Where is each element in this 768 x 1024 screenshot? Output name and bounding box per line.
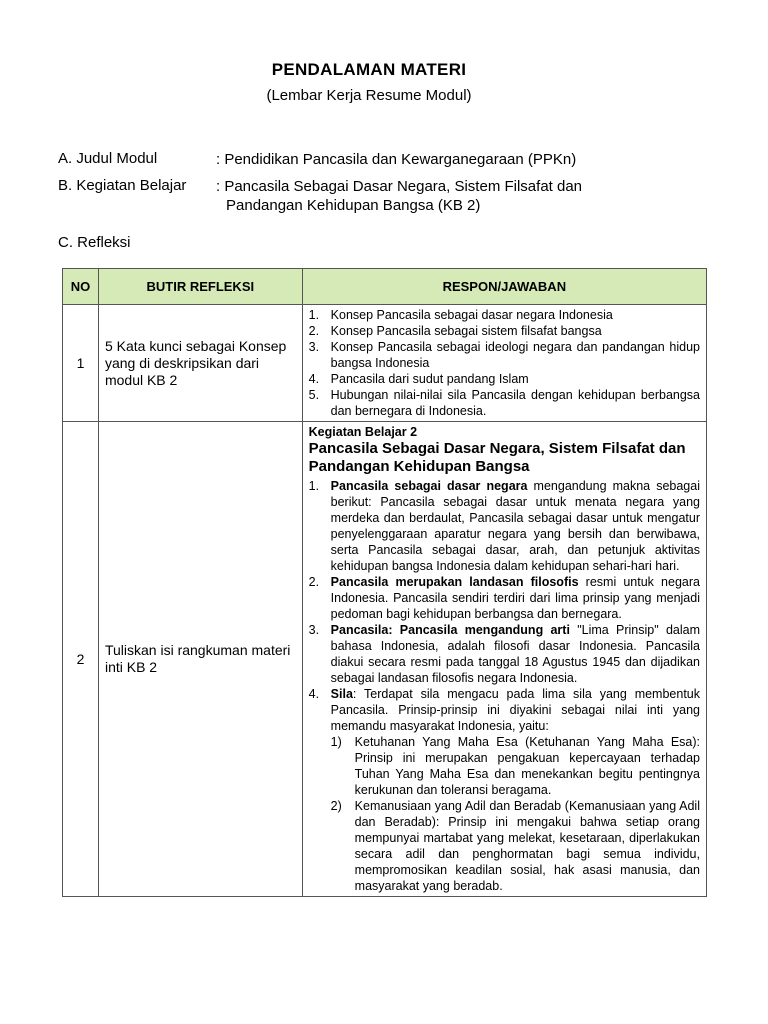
page-subtitle: (Lembar Kerja Resume Modul)	[266, 87, 472, 104]
kb-title: Pancasila Sebagai Dasar Negara, Sistem Filsafat dan Pandangan Kehidupan Bangsa	[308, 440, 686, 475]
table-row	[63, 305, 707, 422]
list-item: 4. Sila: Terdapat sila mengacu pada lima sila yang membentuk Pancasila. Prinsip-prinsip ini diyakini sebagai nilai inti yang memandu masyarakat Indonesia, yaitu: 1) Ketuhanan Yang Maha Esa (Ketuhanan Yang Maha Esa): Prinsip ini merupakan pengakuan kepercayaan terhadap Tuhan Yang Maha Esa dan menekankan begitu pentingnya kerukunan dan toleransi beragama. 2) Kemanusiaan yang Adil dan Beradab (Kemanusiaan yang Adil dan Beradab): Prinsip ini mengakui bahwa setiap orang mempunyai martabat yang melekat, kesetaraan, diperlakukan secara adil dan penghormatan bagi semua individu, mempromosikan keadilan sosial, hak asasi manusia, dan masyarakat yang beradab.	[308, 687, 700, 893]
list-item: 4. Pancasila dari sudut pandang Islam	[308, 372, 529, 386]
learning-activity-label: B. Kegiatan Belajar	[58, 177, 187, 194]
reflection-table	[62, 268, 707, 897]
row-butir: Tuliskan isi rangkuman materi inti KB 2	[98, 422, 302, 897]
learning-activity-value	[216, 177, 696, 215]
list-item: 2. Pancasila merupakan landasan filosofis resmi untuk negara Indonesia. Pancasila sendiri terdiri dari lima prinsip yang menjadi pedoman bagi kehidupan berbangsa dan bernegara.	[308, 575, 700, 621]
module-title-label: A. Judul Modul	[58, 150, 158, 167]
row-number: 1	[63, 305, 99, 422]
list-item: 1. Pancasila sebagai dasar negara mengandung makna sebagai berikut: Pancasila sebagai dasar untuk menata negara yang merdeka dan berdaulat, Pancasila sebagai dasar untuk mengatur penyelenggaraan aparatur negara yang bersih dan berwibawa, serta Pancasila sebagai dasar, arah, dan petunjuk aktivitas kehidupan bangsa Indonesia dalam kehidupan sehari-hari hari.	[308, 479, 700, 573]
header-respon: RESPON/JAWABAN	[302, 269, 706, 305]
keyword-list	[309, 307, 700, 419]
sub-list-item: 1) Ketuhanan Yang Maha Esa (Ketuhanan Yang Maha Esa): Prinsip ini merupakan pengakuan kepercayaan terhadap Tuhan Yang Maha Esa dan menekankan begitu pentingnya kerukunan dan toleransi beragama.	[330, 735, 700, 797]
list-item: 5. Hubungan nilai-nilai sila Pancasila dengan kehidupan berbangsa dan bernegara di Indonesia.	[308, 388, 700, 418]
page-title: PENDALAMAN MATERI	[271, 60, 467, 79]
list-item: 1. Konsep Pancasila sebagai dasar negara Indonesia	[308, 308, 613, 322]
sub-list-item: 2) Kemanusiaan yang Adil dan Beradab (Kemanusiaan yang Adil dan Beradab): Prinsip ini mengakui bahwa setiap orang mempunyai martabat yang melekat, kesetaraan, diperlakukan secara adil dan penghormatan bagi semua individu, mempromosikan keadilan sosial, hak asasi manusia, dan masyarakat yang beradab.	[330, 799, 700, 893]
table-row	[63, 422, 707, 897]
learning-activity-line1: : Pancasila Sebagai Dasar Negara, Sistem Filsafat dan	[216, 178, 583, 195]
row-number: 2	[63, 422, 99, 897]
summary-list	[309, 478, 700, 894]
row-butir: 5 Kata kunci sebagai Konsep yang di deskripsikan dari modul KB 2	[98, 305, 302, 422]
reflection-heading: C. Refleksi	[58, 234, 131, 251]
module-title-row	[58, 150, 696, 169]
kb-label: Kegiatan Belajar 2	[308, 425, 418, 439]
row-response	[302, 422, 706, 897]
list-item: 3. Konsep Pancasila sebagai ideologi negara dan pandangan hidup bangsa Indonesia	[308, 340, 700, 370]
list-item: 2. Konsep Pancasila sebagai sistem filsafat bangsa	[308, 324, 602, 338]
learning-activity-line2: Pandangan Kehidupan Bangsa (KB 2)	[226, 197, 481, 214]
table-header-row	[63, 269, 707, 305]
sila-sublist	[331, 734, 700, 894]
module-title-value: : Pendidikan Pancasila dan Kewarganegaraan (PPKn)	[216, 151, 577, 168]
header-butir: BUTIR REFLEKSI	[98, 269, 302, 305]
row-response	[302, 305, 706, 422]
header-no: NO	[63, 269, 99, 305]
list-item: 3. Pancasila: Pancasila mengandung arti "Lima Prinsip" dalam bahasa Indonesia, adalah filosofi dasar Indonesia. Pancasila diakui secara resmi pada tanggal 18 Agustus 1945 dan dijadikan sebagai landasan filosofis negara Indonesia.	[308, 623, 700, 685]
learning-activity-row	[58, 177, 696, 215]
